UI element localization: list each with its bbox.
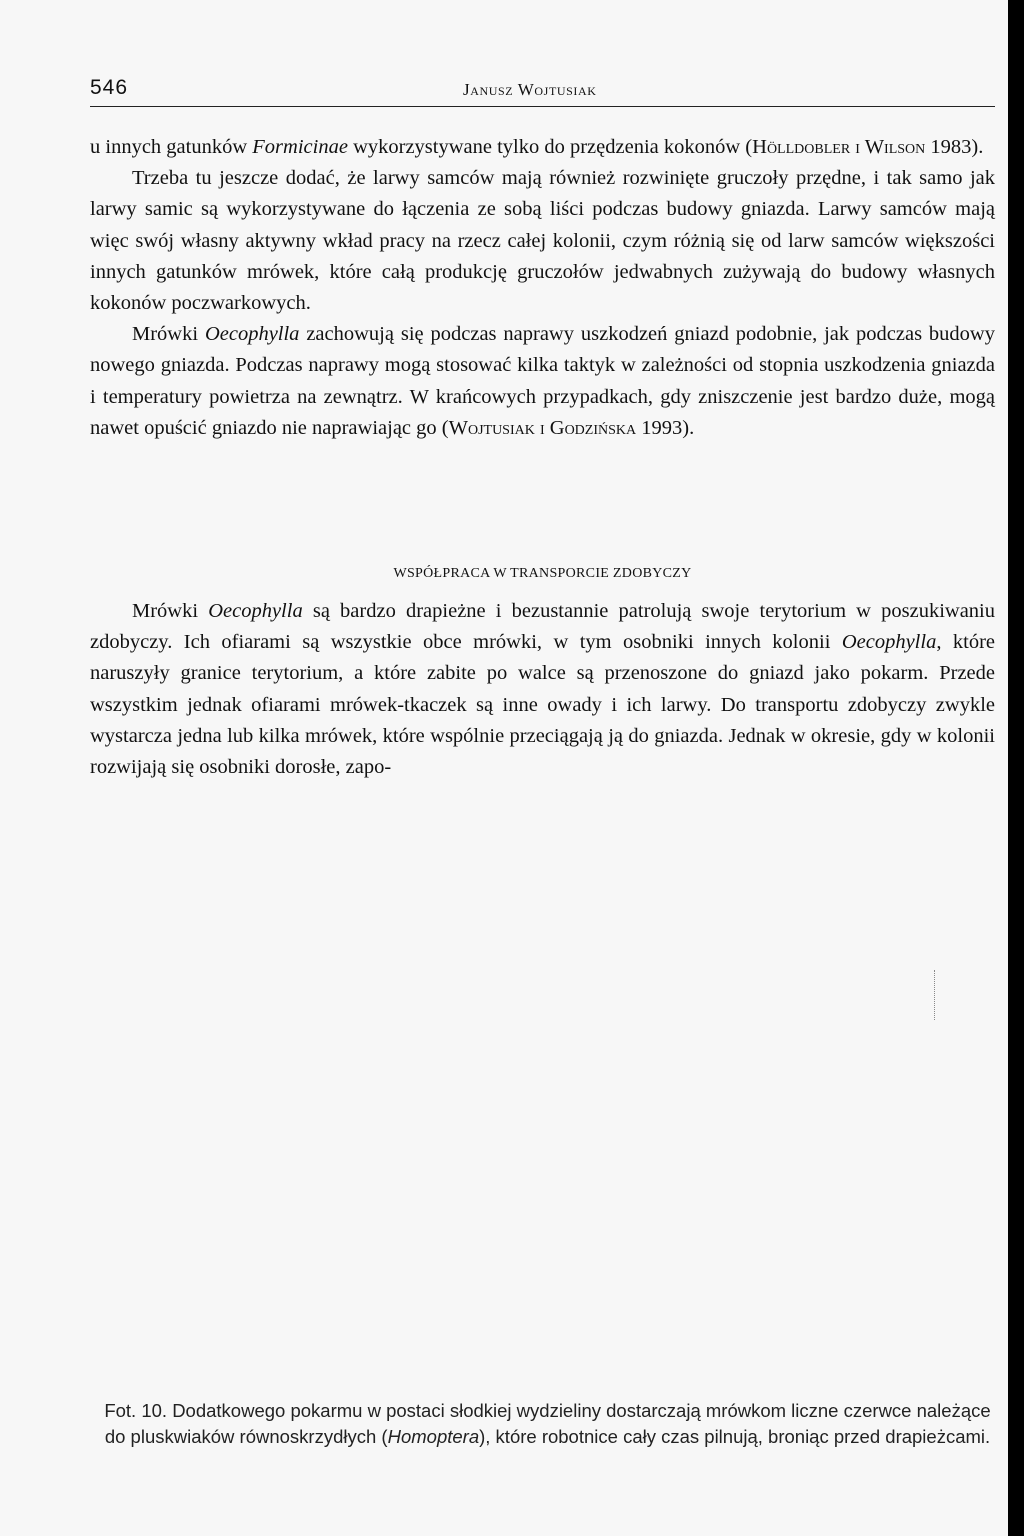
taxon-name: Homoptera bbox=[387, 1426, 480, 1447]
text-run: zachowują się podczas naprawy uszkodzeń gniazd podobnie, jak podczas budowy nowego gniazda. Podczas naprawy mogą stosować kilka taktyk w zależności od stopnia uszkodzenia gniazda i temperatury powietrza na zewnątrz. W krańcowych przypadkach, gdy zniszczenie jest bardzo duże, mogą nawet opuścić gniazdo nie naprawiając go ( bbox=[90, 323, 995, 439]
text-run: wykorzystywane tylko do przędzenia kokonów ( bbox=[347, 136, 753, 158]
page-number: 546 bbox=[90, 76, 129, 99]
text-run: są bardzo drapieżne i bezustannie patrolują swoje terytorium w poszukiwaniu zdobyczy. Ich ofiarami są wszystkie obce mrówki, w tym osobniki innych kolonii bbox=[90, 600, 995, 654]
paragraph-repair bbox=[90, 319, 995, 444]
paragraph-larvae: Trzeba tu jeszcze dodać, że larwy samców mają również rozwinięte gruczoły przędne, i tak samo jak larwy samic są wykorzystywane do łączenia ze sobą liści podczas budowy gniazda. Larwy samców mają więc swój własny aktywny wkład pracy na rzecz całej kolonii, czym różnią się od larw samców większości innych gatunków mrówek, które całą produkcję gruczołów jedwabnych zużywają do budowy własnych kokonów poczwarkowych. bbox=[90, 167, 995, 315]
photo-area-blank bbox=[90, 810, 995, 1390]
taxon-name: Oecophylla bbox=[841, 631, 937, 654]
citation-authors: Hölldobler i Wilson bbox=[752, 136, 926, 158]
text-run: ), które robotnice cały czas pilnują, broniąc przed drapieżcami. bbox=[479, 1426, 991, 1447]
running-head: Janusz Wojtusiak bbox=[463, 80, 597, 99]
text-run: Mrówki bbox=[132, 323, 205, 346]
scan-artifact-line bbox=[934, 970, 936, 1020]
citation-authors: Wojtusiak i Godzińska bbox=[448, 416, 637, 439]
scan-border bbox=[1008, 0, 1024, 1536]
paragraph-prey bbox=[90, 596, 995, 783]
body-text-top bbox=[90, 132, 995, 444]
figure-caption bbox=[100, 1398, 995, 1450]
section-heading: WSPÓŁPRACA W TRANSPORCIE ZDOBYCZY bbox=[393, 566, 692, 581]
paragraph-continuation bbox=[90, 132, 995, 163]
text-run: , które naruszyły granice terytorium, a które zabite po walce są przenoszone do gniazd jako pokarm. Przede wszystkim jednak ofiarami mrówek-tkaczek są inne owady i ich larwy. Do transportu zdobyczy zwykle wystarcza jedna lub kilka mrówek, które wspólnie przeciągają ją do gniazda. Jednak w okresie, gdy w kolonii rozwijają się osobniki dorosłe, zapo- bbox=[90, 631, 996, 779]
page-header bbox=[90, 78, 995, 107]
body-text-section bbox=[90, 596, 995, 783]
taxon-name: Oecophylla bbox=[204, 323, 300, 346]
taxon-name: Formicinae bbox=[252, 136, 348, 158]
taxon-name: Oecophylla bbox=[208, 600, 303, 622]
text-run: 1983). bbox=[925, 136, 984, 158]
text-run: Mrówki bbox=[132, 600, 209, 622]
text-run: u innych gatunków bbox=[90, 136, 253, 158]
text-run: 1993). bbox=[636, 416, 695, 439]
text-run: Fot. 10. Dodatkowego pokarmu w postaci słodkiej wydzieliny dostarczają mrówkom liczne czerwce należące do pluskwiaków równoskrzydłych ( bbox=[104, 1400, 991, 1447]
